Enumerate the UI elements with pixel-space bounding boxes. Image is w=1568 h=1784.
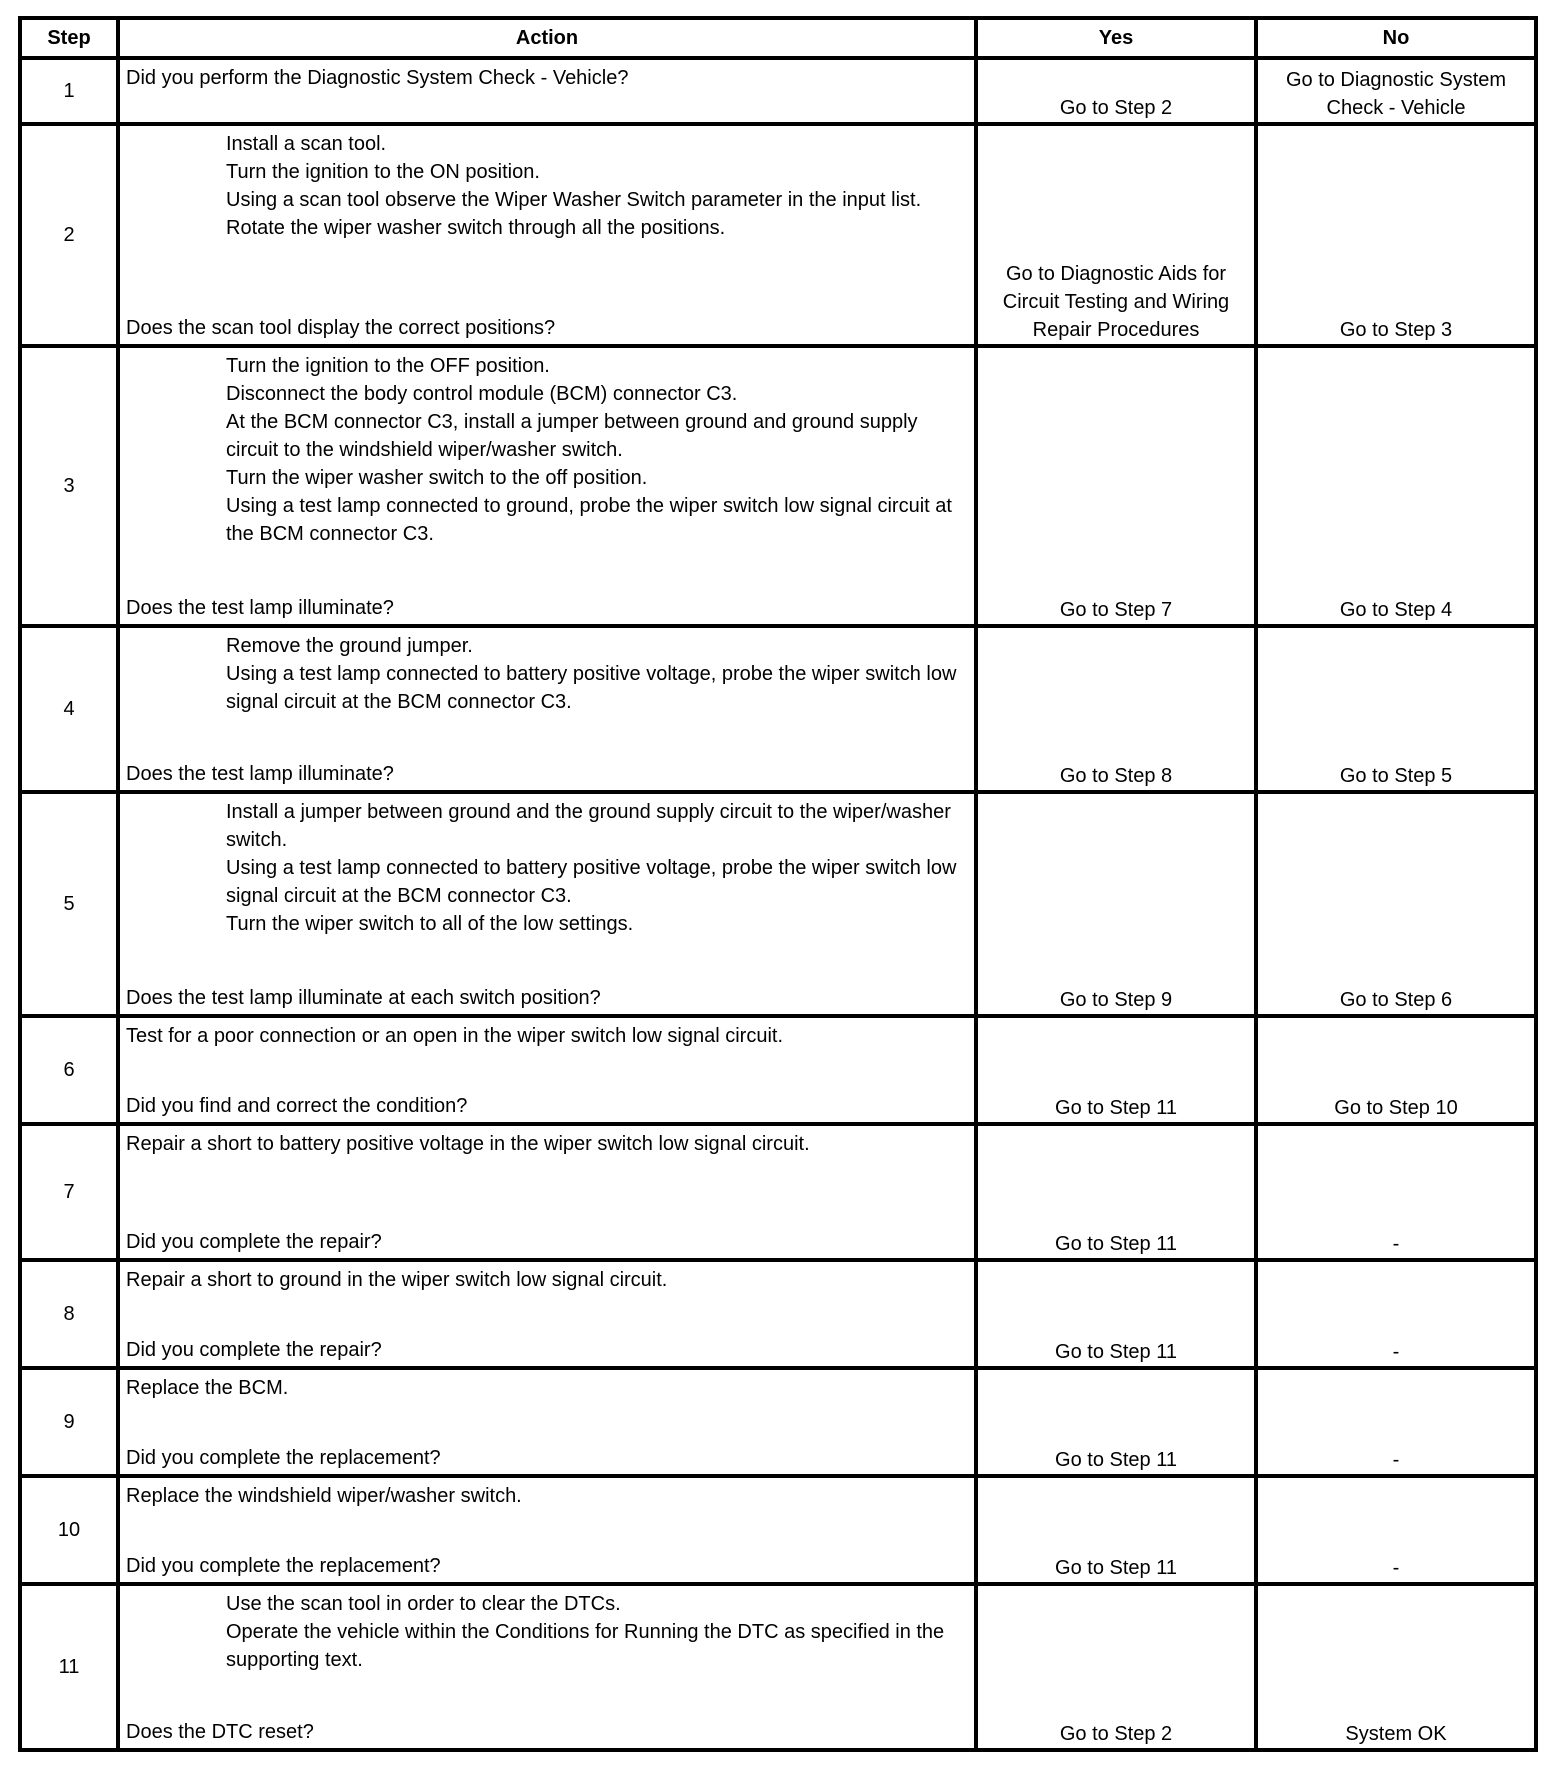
instruction-item: Remove the ground jumper. xyxy=(226,635,473,657)
action-content xyxy=(120,628,974,790)
instruction-item: Install a jumper between ground and the ground supply circuit to the wiper/washer switch. xyxy=(226,801,951,851)
instruction-list xyxy=(126,798,966,938)
action-cell xyxy=(118,1260,976,1368)
step-number: 9 xyxy=(20,1368,118,1476)
instruction-item: Using a test lamp connected to battery positive voltage, probe the wiper switch low signal circuit at the BCM connector C3. xyxy=(226,857,957,907)
yes-result: Go to Step 8 xyxy=(976,626,1256,792)
action-cell xyxy=(118,58,976,124)
instruction-item: Turn the ignition to the ON position. xyxy=(226,161,540,183)
action-cell xyxy=(118,626,976,792)
action-cell xyxy=(118,1016,976,1124)
instruction-item: Rotate the wiper washer switch through all the positions. xyxy=(226,217,726,239)
action-instructions xyxy=(126,798,966,938)
step-number: 10 xyxy=(20,1476,118,1584)
yes-result: Go to Step 2 xyxy=(976,58,1256,124)
action-intro: Repair a short to battery positive voltage in the wiper switch low signal circuit. xyxy=(126,1133,810,1155)
instruction-item: Using a test lamp connected to ground, probe the wiper switch low signal circuit at the BCM connector C3. xyxy=(226,495,952,545)
action-cell xyxy=(118,792,976,1016)
action-question: Did you complete the replacement? xyxy=(126,1555,441,1577)
action-cell xyxy=(118,124,976,346)
yes-result: Go to Step 11 xyxy=(976,1016,1256,1124)
table-row xyxy=(20,1016,1536,1124)
no-result: - xyxy=(1256,1368,1536,1476)
instruction-list xyxy=(126,1590,966,1674)
action-instructions xyxy=(126,1590,966,1674)
action-instructions xyxy=(126,64,966,92)
step-number: 5 xyxy=(20,792,118,1016)
instruction-item: Disconnect the body control module (BCM) connector C3. xyxy=(226,383,738,405)
table-body xyxy=(20,58,1536,1750)
action-cell xyxy=(118,1368,976,1476)
instruction-item: Turn the wiper washer switch to the off position. xyxy=(226,467,648,489)
no-result: Go to Step 10 xyxy=(1256,1016,1536,1124)
step-number: 2 xyxy=(20,124,118,346)
action-cell xyxy=(118,1476,976,1584)
header-row xyxy=(20,18,1536,58)
action-question: Did you complete the repair? xyxy=(126,1339,382,1361)
action-instructions xyxy=(126,130,966,242)
diagnostic-table xyxy=(18,16,1538,1752)
action-question: Did you find and correct the condition? xyxy=(126,1095,468,1117)
action-question: Does the test lamp illuminate at each switch position? xyxy=(126,987,601,1009)
action-intro: Repair a short to ground in the wiper switch low signal circuit. xyxy=(126,1269,668,1291)
action-content xyxy=(120,1586,974,1748)
table-row xyxy=(20,58,1536,124)
instruction-list xyxy=(126,130,966,242)
no-result: - xyxy=(1256,1260,1536,1368)
no-result: Go to Step 5 xyxy=(1256,626,1536,792)
no-result: - xyxy=(1256,1124,1536,1260)
table-row xyxy=(20,1124,1536,1260)
action-content xyxy=(120,1262,974,1366)
action-intro: Test for a poor connection or an open in the wiper switch low signal circuit. xyxy=(126,1025,784,1047)
action-question: Does the DTC reset? xyxy=(126,1721,314,1743)
step-number: 4 xyxy=(20,626,118,792)
step-number: 7 xyxy=(20,1124,118,1260)
action-instructions xyxy=(126,1482,966,1510)
action-question: Does the scan tool display the correct positions? xyxy=(126,317,556,339)
action-instructions xyxy=(126,1266,966,1294)
yes-result: Go to Step 9 xyxy=(976,792,1256,1016)
yes-result: Go to Step 11 xyxy=(976,1476,1256,1584)
yes-result: Go to Step 2 xyxy=(976,1584,1256,1750)
header-step: Step xyxy=(20,18,118,58)
action-question: Does the test lamp illuminate? xyxy=(126,597,394,619)
action-content xyxy=(120,794,974,1014)
action-content xyxy=(120,348,974,624)
instruction-list xyxy=(126,632,966,716)
step-number: 6 xyxy=(20,1016,118,1124)
action-cell xyxy=(118,1124,976,1260)
step-number: 8 xyxy=(20,1260,118,1368)
action-instructions xyxy=(126,1374,966,1402)
action-content xyxy=(120,1370,974,1474)
action-instructions xyxy=(126,1022,966,1050)
no-result: Go to Step 6 xyxy=(1256,792,1536,1016)
header-action: Action xyxy=(118,18,976,58)
action-content xyxy=(120,126,974,344)
table-row xyxy=(20,346,1536,626)
step-number: 11 xyxy=(20,1584,118,1750)
table-row xyxy=(20,1368,1536,1476)
table-row xyxy=(20,626,1536,792)
action-question: Does the test lamp illuminate? xyxy=(126,763,394,785)
header-no: No xyxy=(1256,18,1536,58)
action-cell xyxy=(118,1584,976,1750)
instruction-item: Turn the ignition to the OFF position. xyxy=(226,355,550,377)
yes-result: Go to Diagnostic Aids for Circuit Testing and Wiring Repair Procedures xyxy=(976,124,1256,346)
action-instructions xyxy=(126,632,966,716)
instruction-item: Install a scan tool. xyxy=(226,133,387,155)
instruction-item: Use the scan tool in order to clear the DTCs. xyxy=(226,1593,621,1615)
no-result: Go to Diagnostic System Check - Vehicle xyxy=(1256,58,1536,124)
action-question: Did you complete the replacement? xyxy=(126,1447,441,1469)
yes-result: Go to Step 11 xyxy=(976,1368,1256,1476)
no-result: System OK xyxy=(1256,1584,1536,1750)
header-yes: Yes xyxy=(976,18,1256,58)
no-result: Go to Step 4 xyxy=(1256,346,1536,626)
action-question: Did you perform the Diagnostic System Check - Vehicle? xyxy=(126,67,629,89)
yes-result: Go to Step 11 xyxy=(976,1124,1256,1260)
instruction-item: Turn the wiper switch to all of the low settings. xyxy=(226,913,634,935)
yes-result: Go to Step 7 xyxy=(976,346,1256,626)
action-instructions xyxy=(126,352,966,548)
action-content xyxy=(120,1478,974,1582)
table-row xyxy=(20,792,1536,1016)
step-number: 3 xyxy=(20,346,118,626)
instruction-item: Operate the vehicle within the Conditions for Running the DTC as specified in the supporting text. xyxy=(226,1621,945,1671)
no-result: Go to Step 3 xyxy=(1256,124,1536,346)
action-instructions xyxy=(126,1130,966,1158)
yes-result: Go to Step 11 xyxy=(976,1260,1256,1368)
action-cell xyxy=(118,346,976,626)
step-number: 1 xyxy=(20,58,118,124)
action-content xyxy=(120,60,974,122)
instruction-item: Using a scan tool observe the Wiper Washer Switch parameter in the input list. xyxy=(226,189,922,211)
table-row xyxy=(20,1260,1536,1368)
table-row xyxy=(20,1476,1536,1584)
table-row xyxy=(20,124,1536,346)
action-content xyxy=(120,1018,974,1122)
instruction-item: Using a test lamp connected to battery positive voltage, probe the wiper switch low signal circuit at the BCM connector C3. xyxy=(226,663,957,713)
action-intro: Replace the windshield wiper/washer switch. xyxy=(126,1485,522,1507)
instruction-item: At the BCM connector C3, install a jumper between ground and ground supply circuit to the windshield wiper/washer switch. xyxy=(226,411,918,461)
action-content xyxy=(120,1126,974,1258)
no-result: - xyxy=(1256,1476,1536,1584)
action-intro: Replace the BCM. xyxy=(126,1377,289,1399)
action-question: Did you complete the repair? xyxy=(126,1231,382,1253)
instruction-list xyxy=(126,352,966,548)
table-row xyxy=(20,1584,1536,1750)
